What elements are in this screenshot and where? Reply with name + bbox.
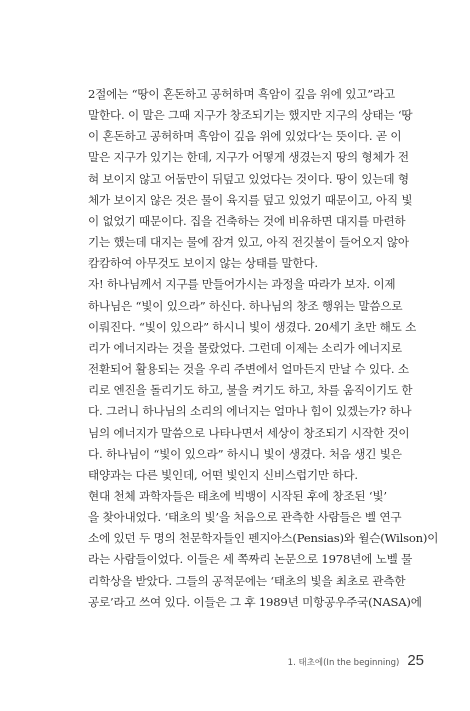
text-line: 이 없었기 때문이다. 집을 건축하는 것에 비유하면 대지를 마련하 <box>88 213 406 228</box>
text-line: 님의 에너지가 말씀으로 나타나면서 세상이 창조되기 시작한 것이 <box>88 425 410 440</box>
text-line: 리로 엔진을 돌리기도 하고, 불을 켜기도 하고, 차를 움직이기도 한 <box>88 383 413 398</box>
text-line: 현대 천체 과학자들은 태초에 빅뱅이 시작된 후에 창조된 ‘빛’ <box>88 488 387 503</box>
text-line: 전환되어 활용되는 것을 우리 주변에서 얼마든지 만날 수 있다. 소 <box>88 362 409 377</box>
text-line: 소에 있던 두 명의 천문학자들인 펜지아스(Pensias)와 윌슨(Wilson)이 <box>88 531 439 546</box>
paragraph <box>88 84 413 274</box>
text-line: 체가 보이지 않은 것은 물이 육지를 덮고 있었기 때문이고, 아직 빛 <box>88 192 413 207</box>
body-text <box>88 84 439 613</box>
text-line: 을 찾아내었다. ‘태초의 빛’을 처음으로 관측한 사람들은 벨 연구 <box>88 510 402 525</box>
paragraph <box>88 274 417 486</box>
text-line: 말한다. 이 말은 그때 지구가 창조되기는 했지만 지구의 상태는 ‘땅 <box>88 108 413 123</box>
text-line: 하나님은 “빛이 있으라” 하신다. 하나님의 창조 행위는 말씀으로 <box>88 298 403 313</box>
text-line: 캄캄하여 아무것도 보이지 않는 상태를 말한다. <box>88 256 318 271</box>
text-line: 리학상을 받았다. 그들의 공적문에는 ‘태초의 빛을 최초로 관측한 <box>88 573 406 588</box>
text-line: 공로’라고 쓰여 있다. 이들은 그 후 1989년 미항공우주국(NASA)에 <box>88 594 422 609</box>
text-line: 다. 그러니 하나님의 소리의 에너지는 얼마나 힘이 있겠는가? 하나 <box>88 404 412 419</box>
text-line: 2절에는 “땅이 혼돈하고 공허하며 흑암이 깊음 위에 있고”라고 <box>88 87 396 101</box>
page-number: 25 <box>407 652 424 669</box>
page-footer <box>288 652 424 669</box>
running-footer-chapter-title: 1. 태초에(In the beginning) <box>287 658 400 668</box>
text-line: 리가 에너지라는 것을 몰랐었다. 그런데 이제는 소리가 에너지로 <box>88 340 402 355</box>
paragraph <box>88 486 439 613</box>
text-line: 다. 하나님이 “빛이 있으라” 하시니 빛이 생겼다. 처음 생긴 빛은 <box>88 446 402 461</box>
text-line: 자! 하나님께서 지구를 만들어가시는 과정을 따라가 보자. 이제 <box>88 277 396 292</box>
text-line: 기는 했는데 대지는 물에 잠겨 있고, 아직 전깃불이 들어오지 않아 <box>88 235 409 250</box>
text-line: 말은 지구가 있기는 한데, 지구가 어떻게 생겼는지 땅의 형체가 전 <box>88 150 409 165</box>
text-line: 라는 사람들이었다. 이들은 세 쪽짜리 논문으로 1978년에 노벨 물 <box>88 552 413 567</box>
text-line: 혀 보이지 않고 어둠만이 뒤덮고 있었다는 것이다. 땅이 있는데 형 <box>88 171 409 186</box>
text-line: 태양과는 다른 빛인데, 어떤 빛인지 신비스럽기만 하다. <box>88 467 358 482</box>
text-line: 이 혼돈하고 공허하며 흑암이 깊음 위에 있었다’는 뜻이다. 곧 이 <box>88 129 402 144</box>
text-line: 이뤄진다. “빛이 있으라” 하시니 빛이 생겼다. 20세기 초만 해도 소 <box>88 319 417 334</box>
